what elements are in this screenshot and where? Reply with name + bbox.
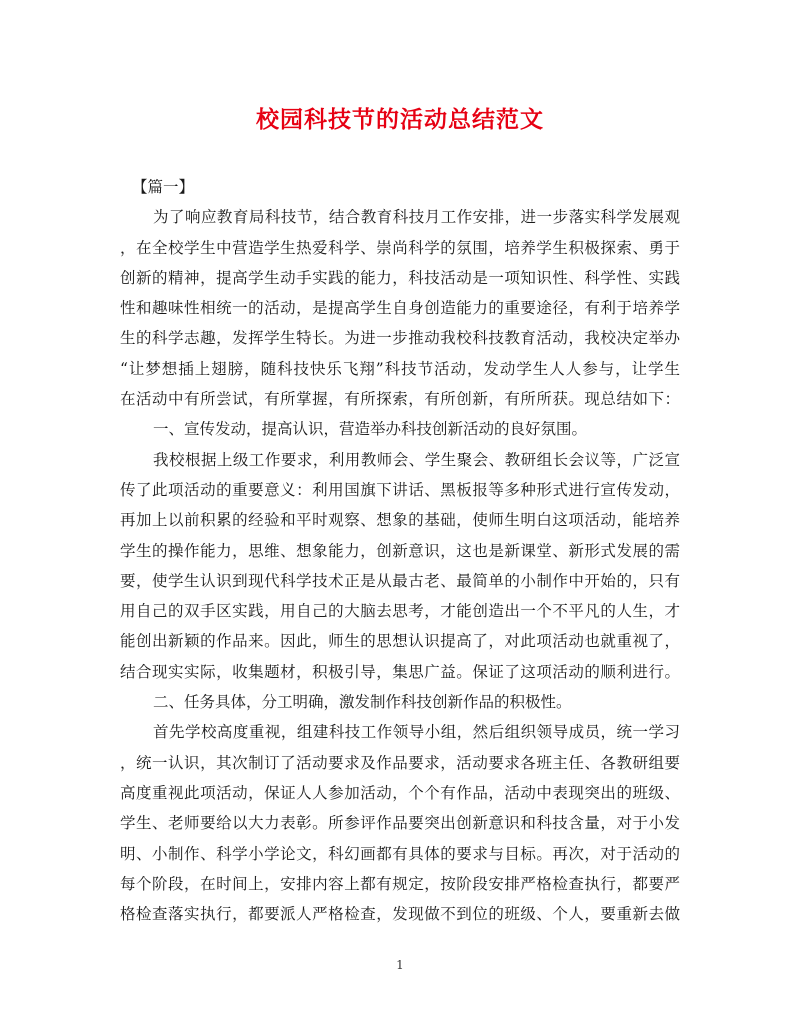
section-heading-1: 一、宣传发动，提高认识，营造举办科技创新活动的良好氛围。: [153, 420, 588, 439]
text-line: 明、小制作、科学小学论文，科幻画都有具体的要求与目标。再次，对于活动的: [120, 844, 680, 863]
text-line: 结合现实实际，收集题材，积极引导，集思广益。保证了这项活动的顺利进行。: [120, 662, 680, 681]
text-line: ，统一认识，其次制订了活动要求及作品要求，活动要求各班主任、各教研组要: [120, 753, 680, 772]
section-label: 【篇一】: [132, 178, 195, 196]
text-line: 首先学校高度重视，组建科技工作领导小组，然后组织领导成员，统一学习: [153, 723, 680, 742]
document-title: 校园科技节的活动总结范文: [256, 106, 544, 133]
text-line: 能创出新颖的作品来。因此，师生的思想认识提高了，对此项活动也就重视了，: [120, 632, 680, 651]
document-body: [120, 172, 680, 929]
section-heading-2: 二、任务具体，分工明确，激发制作科技创新作品的积极性。: [153, 693, 572, 712]
text-line: 为了响应教育局科技节，结合教育科技月工作安排，进一步落实科学发展观: [153, 208, 680, 227]
text-line: 用自己的双手区实践，用自己的大脑去思考，才能创造出一个不平凡的人生，才: [120, 602, 680, 621]
text-line: 在活动中有所尝试，有所掌握，有所探索，有所创新，有所所获。现总结如下：: [120, 390, 680, 409]
text-line: 性和趣味性相统一的活动，是提高学生自身创造能力的重要途径，有利于培养学: [120, 299, 680, 318]
text-line: 我校根据上级工作要求，利用教师会、学生聚会、教研组长会议等，广泛宣: [153, 450, 680, 469]
text-line: 高度重视此项活动，保证人人参加活动，个个有作品，活动中表现突出的班级、: [120, 783, 680, 802]
text-line: “让梦想插上翅膀，随科技快乐飞翔”科技节活动，发动学生人人参与，让学生: [120, 359, 680, 378]
page-number: 1: [396, 958, 404, 972]
text-line: ，在全校学生中营造学生热爱科学、崇尚科学的氛围，培养学生积极探索、勇于: [120, 238, 680, 257]
text-line: 学生的操作能力，思维、想象能力，创新意识，这也是新课堂、新形式发展的需: [120, 541, 680, 560]
text-line: 创新的精神，提高学生动手实践的能力，科技活动是一项知识性、科学性、实践: [120, 268, 680, 287]
text-line: 要，使学生认识到现代科学技术正是从最古老、最简单的小制作中开始的，只有: [120, 571, 680, 590]
text-line: 学生、老师要给以大力表彰。所参评作品要突出创新意识和科技含量，对于小发: [120, 814, 680, 833]
text-line: 生的科学志趣，发挥学生特长。为进一步推动我校科技教育活动，我校决定举办: [120, 329, 680, 348]
text-line: 再加上以前积累的经验和平时观察、想象的基础，使师生明白这项活动，能培养: [120, 511, 680, 530]
text-line: 传了此项活动的重要意义：利用国旗下讲话、黑板报等多种形式进行宣传发动，: [120, 480, 680, 499]
text-line: 每个阶段，在时间上，安排内容上都有规定，按阶段安排严格检查执行，都要严: [120, 874, 680, 893]
text-line: 格检查落实执行，都要派人严格检查，发现做不到位的班级、个人，要重新去做: [120, 905, 680, 924]
